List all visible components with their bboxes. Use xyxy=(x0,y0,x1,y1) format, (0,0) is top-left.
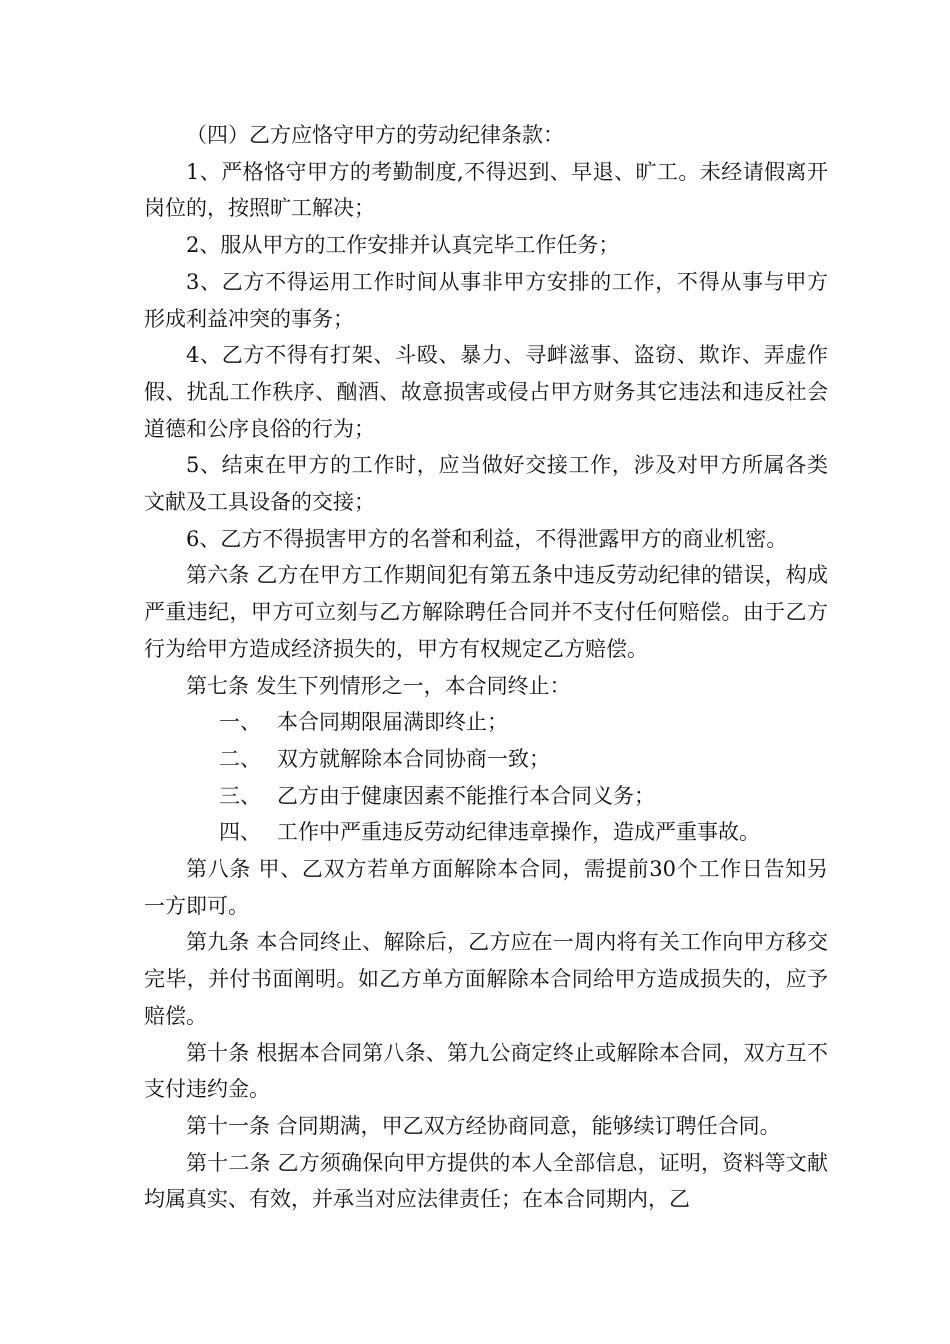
paragraph-rule-4: 4、乙方不得有打架、斗殴、暴力、寻衅滋事、盗窃、欺诈、弄虚作假、扰乱工作秩序、酗酒、故意损害或侵占甲方财务其它违法和违反社会道德和公序良俗的行为； xyxy=(144,343,828,441)
list-item-number: 二、 xyxy=(219,746,261,771)
paragraph-article-7: 第七条 发生下列情形之一，本合同终止： xyxy=(186,673,571,698)
list-item xyxy=(144,741,828,778)
paragraph-rule-5: 5、结束在甲方的工作时，应当做好交接工作，涉及对甲方所属各类文献及工具设备的交接； xyxy=(144,453,828,515)
paragraph-rule-6: 6、乙方不得损害甲方的名誉和利益，不得泄露甲方的商业机密。 xyxy=(186,526,788,551)
paragraph-article-9: 第九条 本合同终止、解除后，乙方应在一周内将有关工作向甲方移交完毕，并付书面阐明。如乙方单方面解除本合同给甲方造成损失的，应予赔偿。 xyxy=(144,930,828,1028)
paragraph-article-6: 第六条 乙方在甲方工作期间犯有第五条中违反劳动纪律的错误，构成严重违纪，甲方可立刻与乙方解除聘任合同并不支付任何赔偿。由于乙方行为给甲方造成经济损失的，甲方有权规定乙方赔偿。 xyxy=(144,563,828,661)
list-item xyxy=(144,778,828,815)
list-item xyxy=(144,814,828,851)
list-item-text: 本合同期限届满即终止； xyxy=(277,710,508,735)
paragraph-article-8: 第八条 甲、乙双方若单方面解除本合同，需提前30个工作日告知另一方即可。 xyxy=(144,857,828,918)
paragraph-rule-1: 1、严格恪守甲方的考勤制度,不得迟到、早退、旷工。未经请假离开岗位的，按照旷工解决； xyxy=(144,159,828,221)
list-item xyxy=(144,704,828,741)
paragraph-article-12: 第十二条 乙方须确保向甲方提供的本人全部信息，证明，资料等文献均属真实、有效，并承当对应法律责任；在本合同期内，乙 xyxy=(144,1150,828,1212)
paragraph-rule-3: 3、乙方不得运用工作时间从事非甲方安排的工作，不得从事与甲方形成利益冲突的事务； xyxy=(144,269,828,331)
list-item-text: 工作中严重违反劳动纪律违章操作，造成严重事故。 xyxy=(277,820,760,845)
document-body xyxy=(144,117,828,1218)
list-item-number: 三、 xyxy=(219,783,261,808)
list-item-text: 双方就解除本合同协商一致； xyxy=(277,746,550,771)
list-item-number: 一、 xyxy=(219,710,261,735)
paragraph-rule-2: 2、服从甲方的工作安排并认真完毕工作任务； xyxy=(186,233,620,258)
list-item-number: 四、 xyxy=(219,820,261,845)
paragraph-article-10: 第十条 根据本合同第八条、第九公商定终止或解除本合同，双方互不支付违约金。 xyxy=(144,1040,828,1102)
list-item-text: 乙方由于健康因素不能推行本合同义务； xyxy=(277,783,655,808)
paragraph-article-11: 第十一条 合同期满，甲乙双方经协商同意，能够续订聘任合同。 xyxy=(186,1113,781,1138)
paragraph-section-4-heading: （四）乙方应恪守甲方的劳动纪律条款： xyxy=(186,123,564,147)
